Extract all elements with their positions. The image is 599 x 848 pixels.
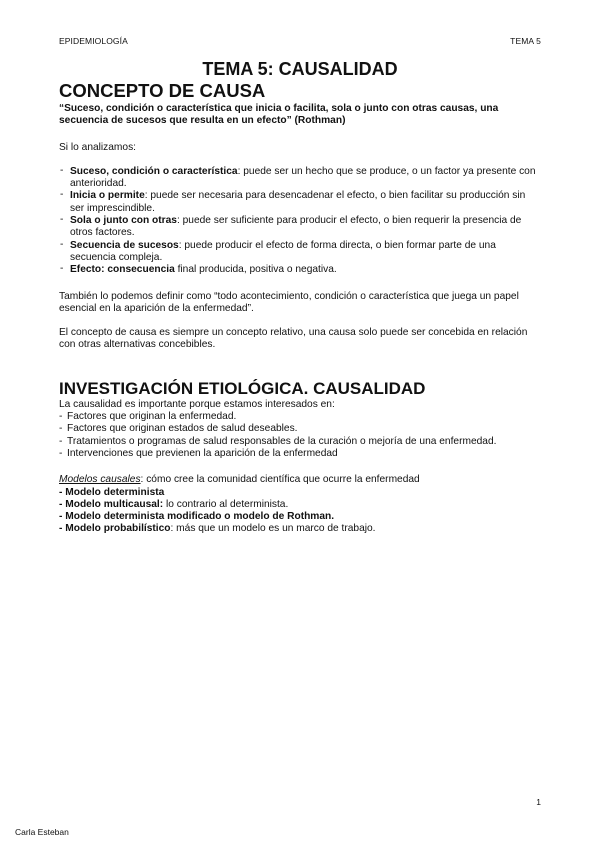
model-dash: - [59, 523, 66, 535]
definition-paragraph: También lo podemos definir como “todo acontecimiento, condición o característica que juega un papel esencial en la aparición de la enfermedad”. [59, 290, 519, 314]
list-item: - Intervenciones que previenen la aparición de la enfermedad [59, 448, 541, 460]
section-heading-investigacion: INVESTIGACIÓN ETIOLÓGICA. CAUSALIDAD [59, 378, 426, 398]
list-item [59, 215, 541, 240]
model-dash: - [59, 498, 66, 510]
causal-models-desc: : cómo cree la comunidad científica que ocurre la enfermedad [140, 474, 420, 486]
list-item-term: Sola o junto con otras [70, 215, 177, 227]
page-number: 1 [536, 797, 541, 807]
causality-intro: La causalidad es importante porque estamos interesados en: [59, 398, 335, 410]
header-subject: EPIDEMIOLOGÍA [59, 36, 128, 46]
model-item [59, 523, 541, 535]
analysis-intro: Si lo analizamos: [59, 141, 137, 153]
model-dash: - [59, 486, 66, 498]
definition-quote: “Suceso, condición o característica que inicia o facilita, sola o junto con otras causas, una secuencia de sucesos que resulta en un efecto” (Rothman) [59, 103, 499, 127]
list-item-term: Secuencia de sucesos [70, 239, 179, 251]
model-item [59, 499, 541, 511]
list-item [59, 264, 541, 276]
header-topic: TEMA 5 [510, 36, 541, 46]
model-desc: lo contrario al determinista. [163, 498, 289, 510]
list-item-text: : puede producir el efecto de forma directa, o bien formar parte de una secuencia compleja. [70, 239, 496, 263]
causal-models-intro [59, 474, 541, 486]
causal-models-block [59, 474, 541, 535]
list-item: - Factores que originan la enfermedad. [59, 411, 541, 423]
list-item-term: Efecto: consecuencia [70, 264, 175, 276]
list-item-term: Inicia o permite [70, 190, 145, 202]
page-title: TEMA 5: CAUSALIDAD [202, 59, 398, 79]
model-item [59, 511, 541, 523]
interest-list [59, 411, 541, 460]
section-heading-concepto: CONCEPTO DE CAUSA [59, 80, 266, 101]
list-item-text: : puede ser necesaria para desencadenar el efecto, o bien facilitar su producción sin ser imprescindible. [70, 190, 526, 214]
model-term: Modelo determinista modificado o modelo de Rothman. [65, 511, 335, 523]
causal-models-label: Modelos causales [59, 474, 141, 486]
model-item [59, 487, 541, 499]
model-dash: - [59, 511, 66, 523]
list-item-text: : puede ser un hecho que se produce, o un factor ya presente con anterioridad. [70, 165, 536, 190]
author-footer: Carla Esteban [15, 827, 69, 837]
list-item [59, 190, 541, 215]
list-item [59, 240, 541, 265]
analysis-list [59, 166, 541, 277]
document-body [59, 58, 541, 536]
list-item: - Factores que originan estados de salud deseables. [59, 423, 541, 435]
model-term: Modelo probabilístico [65, 523, 171, 535]
list-item-text: : puede ser suficiente para producir el efecto, o bien requerir la presencia de otros factores. [70, 215, 522, 239]
model-term: Modelo determinista [65, 486, 165, 498]
list-item-text: final producida, positiva o negativa. [174, 264, 337, 276]
list-item [59, 166, 541, 191]
list-item-term: Suceso, condición o característica [70, 165, 238, 177]
model-term: Modelo multicausal: [65, 498, 164, 510]
relative-concept-paragraph: El concepto de causa es siempre un concepto relativo, una causa solo puede ser concebida en relación con otras alternativas concebibles. [59, 327, 528, 351]
list-item: - Tratamientos o programas de salud responsables de la curación o mejoría de una enfermedad. [59, 436, 541, 448]
model-desc: : más que un modelo es un marco de trabajo. [170, 523, 376, 535]
